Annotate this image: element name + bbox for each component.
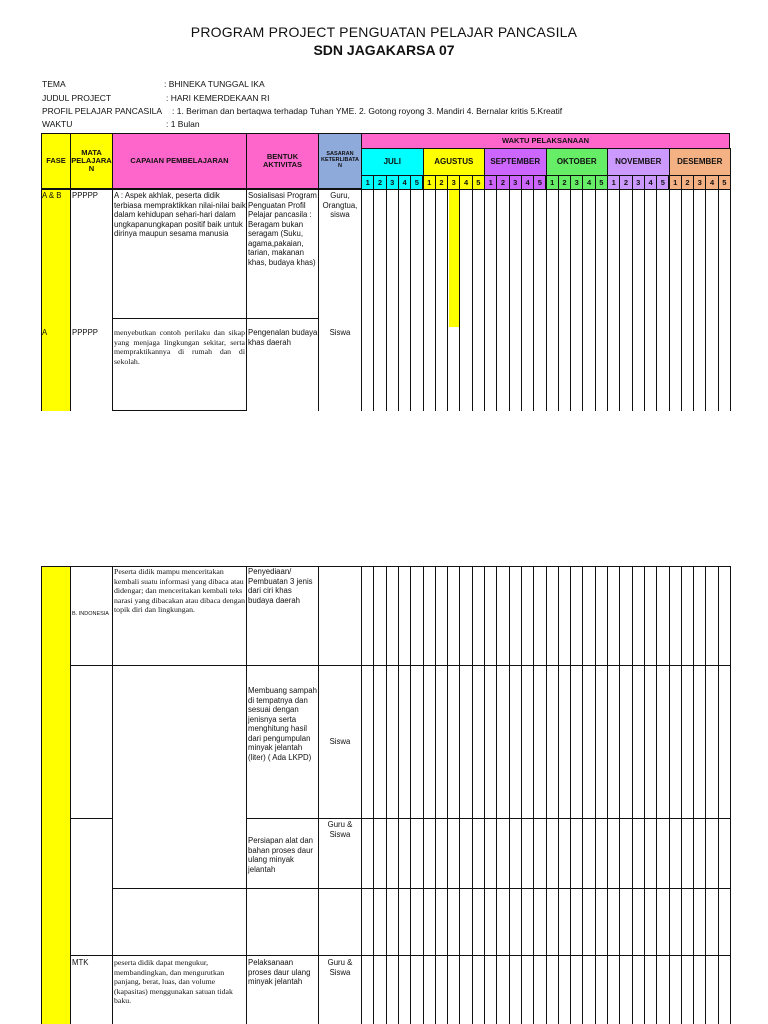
grid-line — [459, 189, 460, 411]
fase-fill-2 — [41, 566, 70, 1024]
fase-fill-1 — [41, 189, 70, 411]
week-desember-3: 3 — [693, 175, 706, 190]
week-september-3: 3 — [509, 175, 522, 190]
month-juli: JULI — [361, 148, 424, 176]
week-agustus-2: 2 — [435, 175, 448, 190]
grid-line — [644, 189, 645, 411]
grid-line — [730, 566, 731, 1024]
week-desember-4: 4 — [705, 175, 718, 190]
week-september-2: 2 — [496, 175, 509, 190]
row5-bentuk: Persiapan alat dan bahan proses daur ulang minyak jelantah — [248, 836, 314, 874]
week-november-5: 5 — [656, 175, 669, 190]
week-agustus-1: 1 — [423, 175, 436, 190]
grid-line — [484, 189, 485, 411]
week-desember-5: 5 — [718, 175, 731, 190]
week-desember-1: 1 — [669, 175, 682, 190]
grid-line — [496, 189, 497, 411]
school-name: SDN JAGAKARSA 07 — [313, 42, 455, 58]
week-oktober-4: 4 — [582, 175, 595, 190]
grid-line — [619, 189, 620, 411]
grid-line — [533, 189, 534, 411]
grid-line — [693, 189, 694, 411]
grid-line — [632, 189, 633, 411]
row2-mapel: PPPPP — [72, 328, 99, 337]
grid-line — [472, 189, 473, 411]
row6-mapel: MTK — [72, 958, 89, 967]
row1-capaian: A : Aspek akhlak, peserta didik terbiasa mempraktikkan nilai-nilai baik dalam kehidupan sehari-hari dalam ungkapanungkapan positif baik untuk dirinya maupun sesama manusia — [114, 191, 246, 238]
week-september-4: 4 — [521, 175, 534, 190]
grid-line — [373, 189, 374, 411]
grid-line — [246, 818, 730, 819]
row3-bentuk: Penyediaan/ Pembuatan 3 jenis dari ciri khas budaya daerah — [248, 567, 313, 605]
grid-line — [521, 189, 522, 411]
grid-line — [730, 189, 731, 411]
month-oktober: OKTOBER — [546, 148, 609, 176]
week-oktober-5: 5 — [595, 175, 608, 190]
grid-line — [70, 189, 71, 411]
document-title: PROGRAM PROJECT PENGUATAN PELAJAR PANCASILA — [190, 24, 578, 40]
grid-line — [435, 189, 436, 411]
header-mata-pelajaran: MATA PELAJARA N — [70, 133, 113, 189]
row2-sasaran: Siswa — [329, 328, 351, 337]
meta-key-profil: PROFIL PELAJAR PANCASILA — [42, 106, 162, 116]
week-september-5: 5 — [533, 175, 546, 190]
grid-line — [718, 189, 719, 411]
row3-mapel: B. INDONESIA — [72, 611, 109, 617]
header-fase: FASE — [41, 133, 71, 189]
grid-line — [70, 955, 730, 956]
grid-line — [509, 189, 510, 411]
grid-line — [112, 410, 247, 411]
grid-line — [246, 318, 247, 411]
grid-line — [361, 189, 362, 411]
row1-bentuk: Sosialisasi Program Penguatan Profil Pelajar pancasila : Beragam bukan seragam (Suku, agama,pakaian, tarian, makanan khas, budaya khas) — [248, 191, 317, 267]
row6-bentuk: Pelaksanaan proses daur ulang minyak jelantah — [248, 958, 311, 986]
grid-line — [41, 189, 730, 190]
meta-value-judul: : HARI KEMERDEKAAN RI — [166, 93, 270, 103]
week-september-1: 1 — [484, 175, 497, 190]
week-oktober-1: 1 — [546, 175, 559, 190]
grid-line — [112, 318, 247, 319]
row2-fase: A — [42, 328, 48, 337]
schedule-mark-agustus-3 — [449, 189, 460, 327]
row1-mapel: PPPPP — [72, 191, 99, 200]
grid-line — [570, 189, 571, 411]
header-sasaran: SASARAN KETERLIBATA N — [318, 133, 362, 189]
grid-line — [595, 189, 596, 411]
meta-value-profil: : 1. Beriman dan bertaqwa terhadap Tuhan YME. 2. Gotong royong 3. Mandiri 4. Bernalar kritis 5.Kreatif — [172, 106, 563, 116]
week-november-2: 2 — [619, 175, 632, 190]
grid-line — [246, 318, 318, 319]
grid-line — [423, 189, 424, 411]
week-november-4: 4 — [644, 175, 657, 190]
grid-line — [318, 189, 319, 411]
week-juli-1: 1 — [361, 175, 374, 190]
row4-bentuk: Membuang sampah di tempatnya dan sesuai dengan jenisnya serta menghitung hasil dari pengumpulan minyak jelantah (liter) ( Ada LKPD) — [248, 686, 317, 762]
week-juli-5: 5 — [410, 175, 423, 190]
grid-line — [681, 189, 682, 411]
week-oktober-2: 2 — [558, 175, 571, 190]
row5-sasaran: Guru & Siswa — [327, 820, 353, 839]
header-bentuk-aktivitas: BENTUK AKTIVITAS — [246, 133, 319, 189]
grid-line — [112, 189, 113, 411]
grid-line — [386, 189, 387, 411]
grid-line — [669, 189, 670, 411]
month-agustus: AGUSTUS — [423, 148, 486, 176]
week-agustus-5: 5 — [472, 175, 485, 190]
row2-capaian: menyebutkan contoh perilaku dan sikap yang menjaga lingkungan sekitar, serta mempraktikannya di rumah dan di sekolah. — [114, 328, 245, 366]
grid-line — [398, 189, 399, 411]
month-desember: DESEMBER — [669, 148, 732, 176]
week-juli-2: 2 — [373, 175, 386, 190]
row4-sasaran: Siswa — [329, 737, 351, 746]
header-capaian: CAPAIAN PEMBELAJARAN — [112, 133, 247, 189]
row6-capaian: peserta didik dapat mengukur, membandingkan, dan mengurutkan panjang, berat, luas, dan volume (kapasitas) menggunakan satuan tidak baku. — [114, 958, 233, 1005]
meta-key-waktu: WAKTU — [42, 119, 73, 129]
row1-fase: A & B — [42, 191, 62, 200]
grid-line — [546, 189, 547, 411]
meta-key-tema: TEMA — [42, 79, 66, 89]
grid-line — [558, 189, 559, 411]
grid-line — [410, 189, 411, 411]
week-oktober-3: 3 — [570, 175, 583, 190]
meta-value-tema: : BHINEKA TUNGGAL IKA — [164, 79, 265, 89]
meta-value-waktu: : 1 Bulan — [166, 119, 200, 129]
header-waktu-pelaksanaan: WAKTU PELAKSANAAN — [361, 133, 730, 149]
grid-line — [112, 888, 730, 889]
grid-line — [70, 665, 730, 666]
week-juli-3: 3 — [386, 175, 399, 190]
month-november: NOVEMBER — [607, 148, 670, 176]
row1-sasaran: Guru, Orangtua, siswa — [322, 191, 358, 219]
week-agustus-3: 3 — [447, 175, 460, 190]
grid-line — [607, 189, 608, 411]
week-november-1: 1 — [607, 175, 620, 190]
grid-line — [705, 189, 706, 411]
row2-bentuk: Pengenalan budaya khas daerah — [248, 328, 318, 347]
grid-line — [656, 189, 657, 411]
month-september: SEPTEMBER — [484, 148, 547, 176]
row3-capaian: Peserta didik mampu menceritakan kembali suatu informasi yang dibaca atau didengar; dan menceritakan kembali teks narasi yang dibacakan atau dibaca dengan topik diri dan lingkungan. — [114, 567, 245, 614]
grid-line — [447, 189, 448, 411]
week-agustus-4: 4 — [459, 175, 472, 190]
meta-key-judul: JUDUL PROJECT — [42, 93, 112, 103]
week-desember-2: 2 — [681, 175, 694, 190]
grid-line — [70, 818, 112, 819]
week-juli-4: 4 — [398, 175, 411, 190]
grid-line — [41, 189, 42, 411]
week-november-3: 3 — [632, 175, 645, 190]
row6-sasaran: Guru & Siswa — [327, 958, 353, 977]
grid-line — [41, 566, 42, 1024]
grid-line — [41, 566, 730, 567]
grid-line — [582, 189, 583, 411]
